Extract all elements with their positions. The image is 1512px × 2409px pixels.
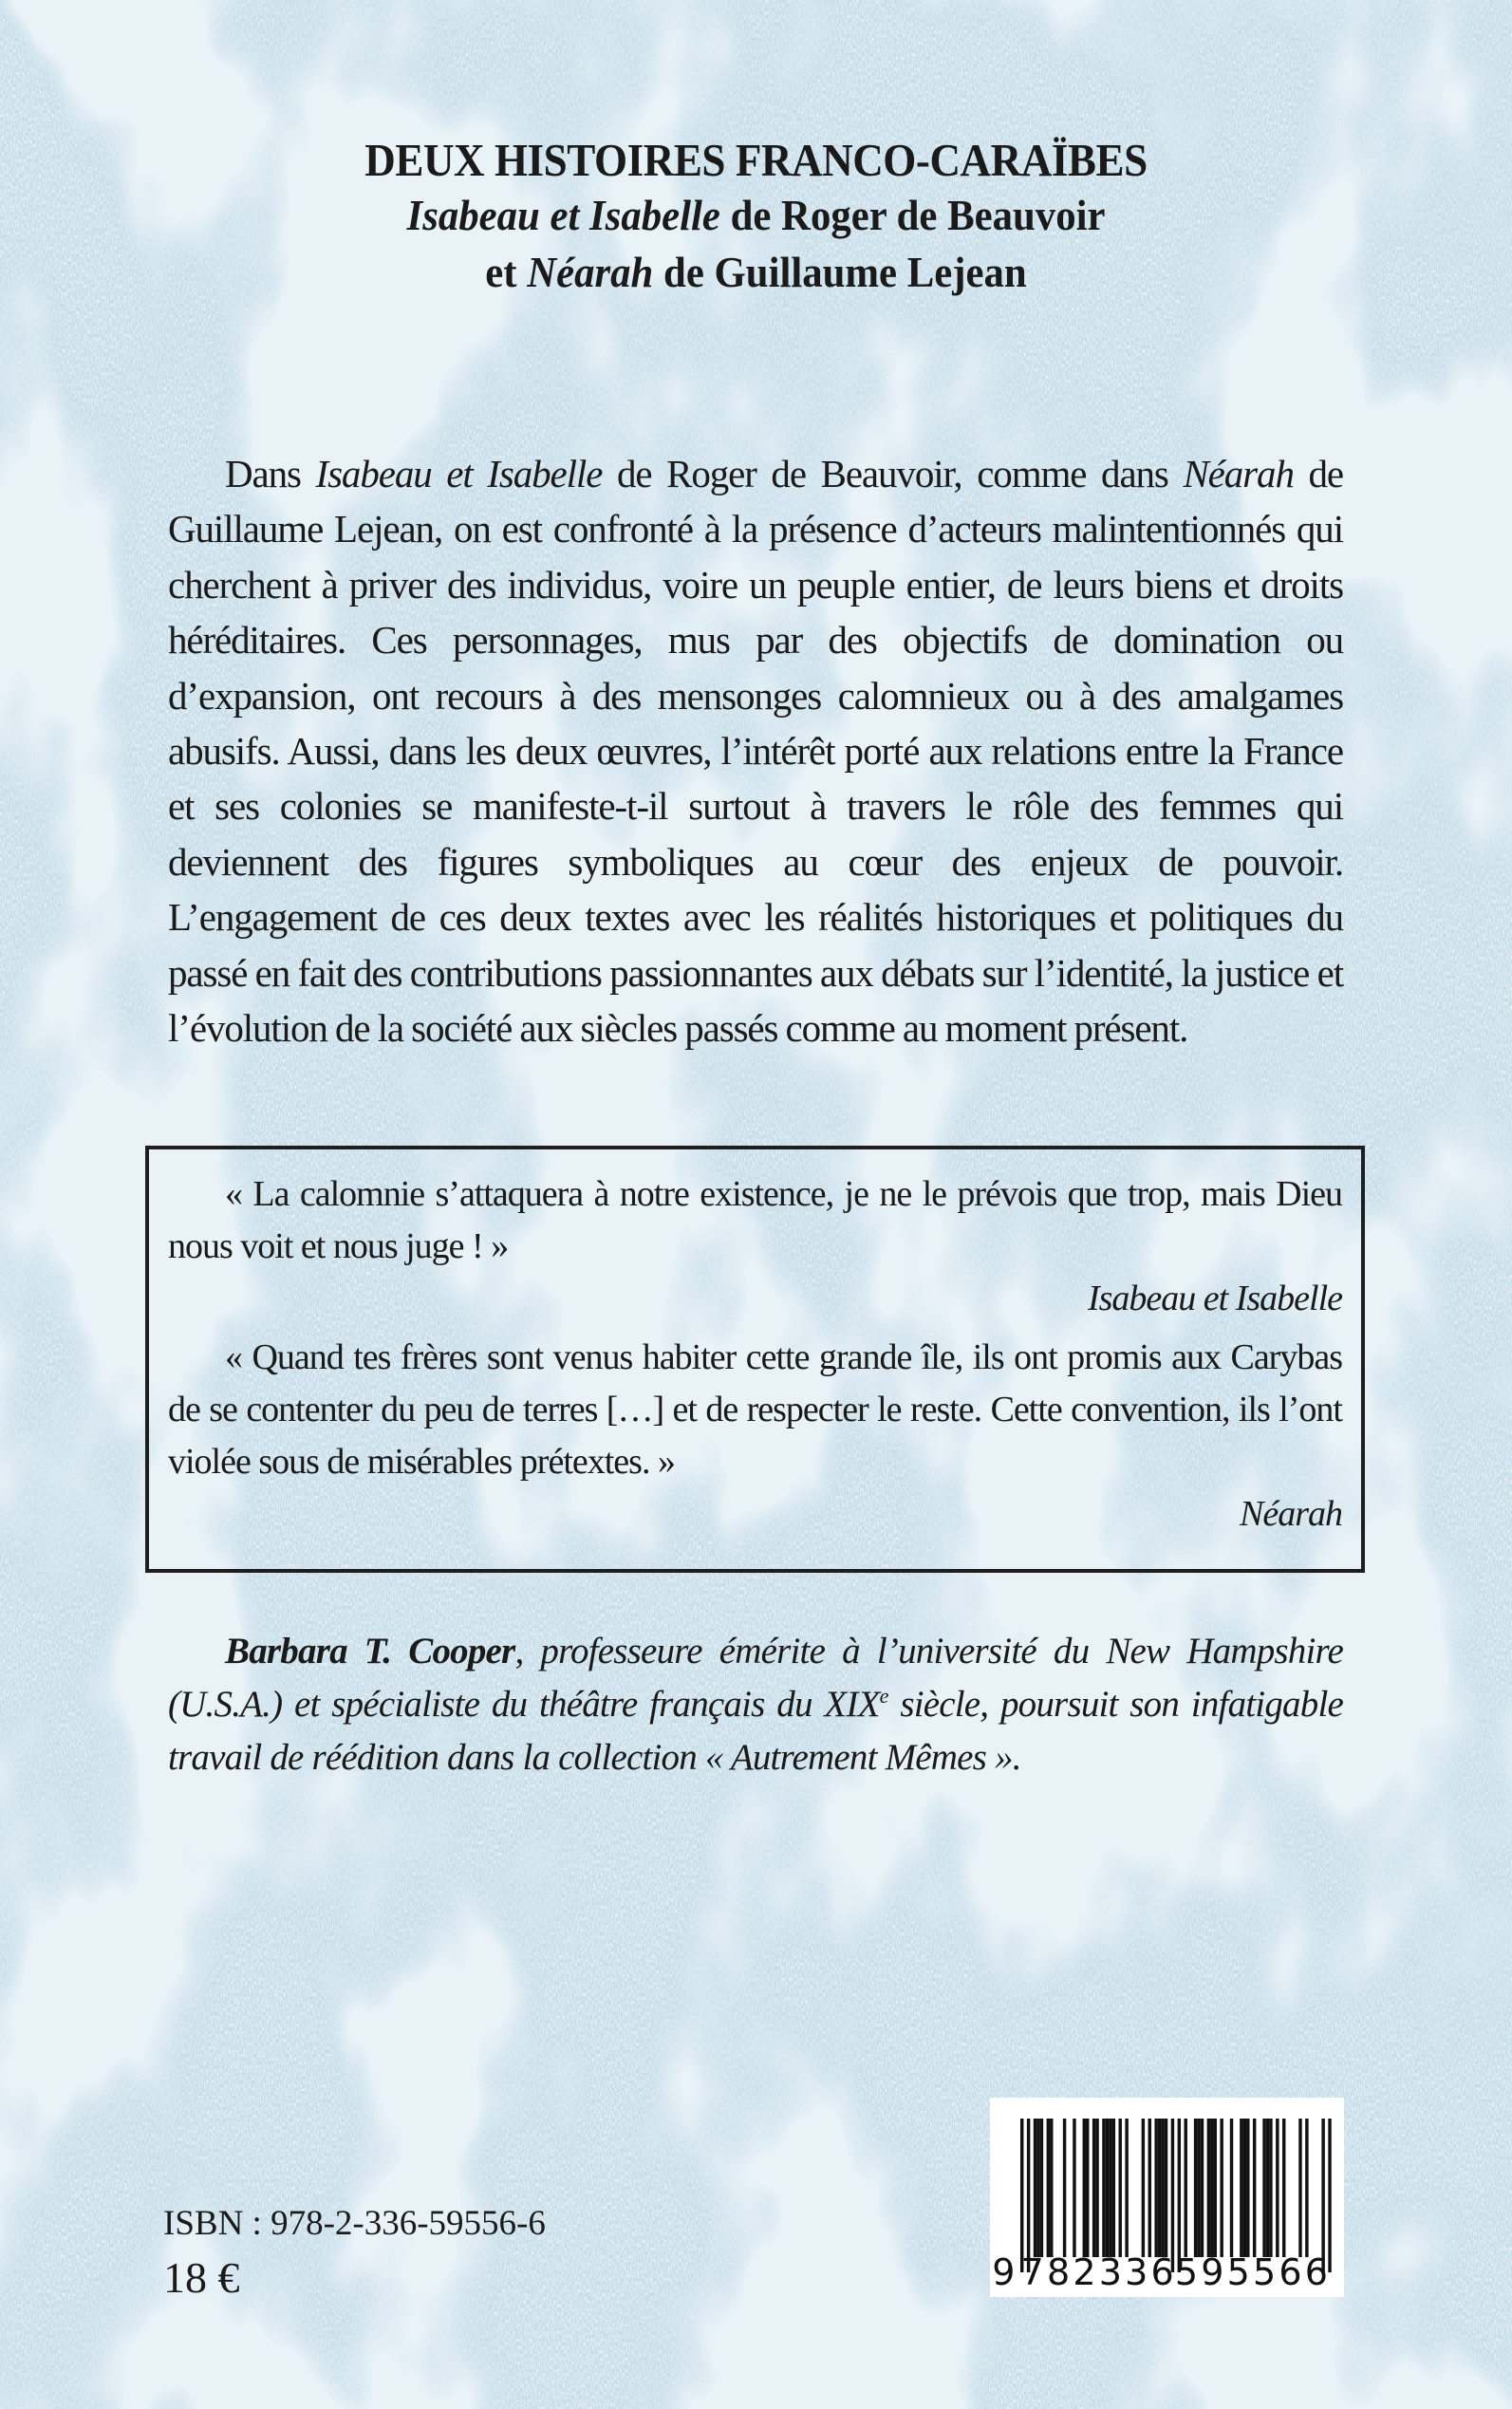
- quote-nearah: [168, 1332, 1342, 1541]
- work-title-isabeau: Isabeau et Isabelle: [406, 191, 720, 239]
- ean13-barcode: [990, 2098, 1344, 2297]
- book-title: DEUX HISTOIRES FRANCO-CARAÏBES: [364, 134, 1148, 186]
- quote-text: « Quand tes frères sont venus habiter cette grande île, ils ont promis aux Carybas de se contenter du peu de terres […] et de respecter le reste. Cette convention, ils l’ont violée sous de misérables prétextes. »: [168, 1337, 1342, 1482]
- quote-text: « La calomnie s’attaquera à notre existence, je ne le prévois que trop, mais Dieu nous voit et nous juge ! »: [168, 1174, 1342, 1266]
- price-label: 18 €: [163, 2253, 240, 2302]
- svg-text:782336: 782336: [1020, 2251, 1177, 2293]
- quotes-box: [145, 1146, 1365, 1573]
- quote-isabeau: [168, 1168, 1342, 1325]
- book-subtitle-line2: et Néarah de Guillaume Lejean: [485, 248, 1027, 296]
- isbn-label: ISBN : 978-2-336-59556-6: [163, 2204, 546, 2243]
- quote-source: Néarah: [1240, 1494, 1342, 1534]
- work-title-nearah: Néarah: [527, 248, 654, 296]
- barcode-bars: [990, 2098, 1344, 2297]
- quote-source: Isabeau et Isabelle: [1087, 1279, 1342, 1318]
- svg-text:595566: 595566: [1174, 2251, 1332, 2293]
- summary-paragraph: Dans Isabeau et Isabelle de Roger de Beauvoir, comme dans Néarah de Guillaume Lejean, on est confronté à la présence d’acteurs malintentionnés qui cherchent à priver des individus, voire un peuple entier, de leurs biens et droits héréditaires. Ces personnages, mus par des objectifs de domination ou d’expansion, ont recours à des mensonges calomnieux ou à des amalgames abusifs. Aussi, dans les deux œuvres, l’intérêt porté aux relations entre la France et ses colonies se manifeste-t-il surtout à travers le rôle des femmes qui deviennent des figures symboliques au cœur des enjeux de pouvoir. L’engagement de ces deux textes avec les réalités historiques et politiques du passé en fait des contributions passionnantes aux débats sur l’identité, la justice et l’évolution de la société aux siècles passés comme au moment présent.: [168, 452, 1343, 1051]
- author-name: Barbara T. Cooper: [225, 1631, 515, 1671]
- author-bio: Barbara T. Cooper, professeure émérite à l’université du New Hampshire (U.S.A.) et spécialiste du théâtre français du XIXe siècle, poursuit son infatigable travail de réédition dans la collection « Autrement Mêmes ».: [168, 1631, 1343, 1778]
- svg-text:9: 9: [992, 2251, 1018, 2293]
- book-title-block: [0, 133, 1512, 301]
- book-subtitle-line1: Isabeau et Isabelle de Roger de Beauvoir: [406, 191, 1106, 239]
